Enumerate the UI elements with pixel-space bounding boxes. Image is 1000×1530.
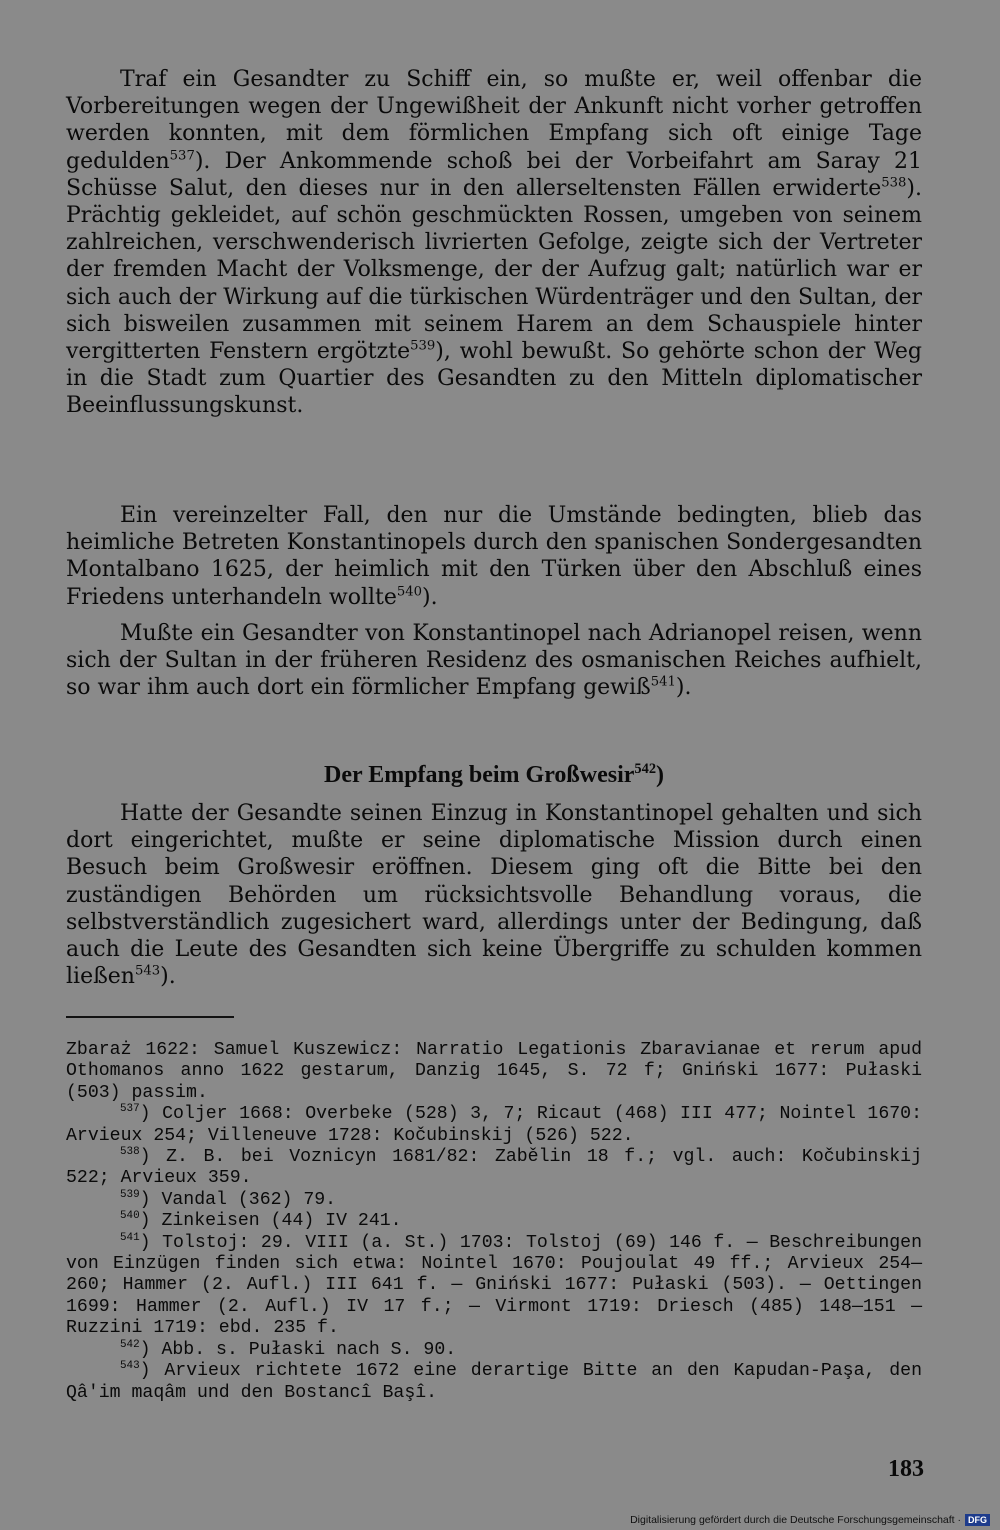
paragraph-secret-entry	[66, 502, 922, 611]
text-run: Traf ein Gesandter zu Schiff ein, so mußte er, weil offenbar die Vorbereitungen wegen der Ungewißheit der Ankunft nicht vorher getroffen werden konnten, mit dem förmlichen Empfang sich oft einige Tage gedulden	[66, 67, 922, 174]
footnote-542	[66, 1340, 922, 1361]
heading-close: )	[656, 762, 665, 788]
page-number: 183	[888, 1456, 924, 1482]
footnote-number: 539	[120, 1188, 140, 1201]
footnote-539	[66, 1190, 922, 1211]
footnote-ref[interactable]: 537	[169, 148, 195, 164]
section-heading	[66, 760, 922, 790]
footnote-ref[interactable]: 541	[650, 675, 676, 691]
paragraph-grand-vizier	[66, 800, 922, 990]
text-run: ), wohl bewußt. So gehörte schon der Weg in die Stadt zum Quartier des Gesandten zu den Mitteln diplomatischer Beeinflussungskunst.	[66, 339, 922, 419]
footnote-text: ) Z. B. bei Voznicyn 1681/82: Zabělin 18 f.; vgl. auch: Kočubinskij 522; Arvieux 359.	[66, 1147, 922, 1189]
text-run: ).	[675, 675, 692, 701]
footnote-text: ) Abb. s. Pułaski nach S. 90.	[139, 1339, 457, 1360]
text-run: Mußte ein Gesandter von Konstantinopel nach Adrianopel reisen, wenn sich der Sultan in der früheren Residenz des osmanischen Reiches aufhielt, so war ihm auch dort ein förmlicher Empfang gewiß	[66, 621, 922, 701]
paragraph-adrianopel	[66, 620, 922, 702]
footnote-ref[interactable]: 543	[134, 963, 161, 979]
footnote-text: ) Coljer 1668: Overbeke (528) 3, 7; Ricaut (468) III 477; Nointel 1670: Arvieux 254; Villeneuve 1728: Kočubinskij (526) 522.	[66, 1104, 922, 1146]
footnote-541	[66, 1233, 922, 1340]
credit-text: Digitalisierung gefördert durch die Deutsche Forschungsgemeinschaft ·	[630, 1514, 961, 1526]
footnote-number: 541	[120, 1231, 140, 1244]
footnote-ref[interactable]: 542	[634, 761, 657, 777]
footnote-ref[interactable]: 540	[396, 584, 423, 600]
text-run: Hatte der Gesandte seinen Einzug in Konstantinopel gehalten und sich dort eingerichtet, mußte er seine diplomatische Mission durch einen Besuch beim Großwesir eröffnen. Diesem ging oft die Bitte bei den zuständigen Behörden um rücksichtsvolle Behandlung voraus, die selbstverständlich zugesichert ward, allerdings unter der Bedingung, daß auch die Leute des Gesandten sich keine Übergriffe zu schulden kommen ließen	[66, 801, 922, 990]
footnote-continuation: Zbaraż 1622: Samuel Kuszewicz: Narratio Legationis Zbaravianae et rerum apud Othomanos anno 1622 gestarum, Danzig 1645, S. 72 f; Gniński 1677: Pułaski (503) passim.	[66, 1040, 922, 1103]
footnote-text: ) Tolstoj: 29. VIII (a. St.) 1703: Tolstoj (69) 146 f. — Beschreibungen von Einzügen finden sich etwa: Nointel 1670: Poujoulat 49 ff.; Arvieux 254—260; Hammer (2. Aufl.) III 641 f. — Gniński 1677: Pułaski (503). — Oettingen 1699: Hammer (2. Aufl.) IV 17 f.; — Virmont 1719: Driesch (485) 148—151 — Ruzzini 1719: ebd. 235 f.	[66, 1232, 922, 1339]
footnote-divider	[66, 1016, 234, 1018]
footnote-text: ) Arvieux richtete 1672 eine derartige Bitte an den Kapudan-Paşa, den Qâ'im maqâm und den Bostancî Başî.	[66, 1361, 922, 1403]
footnotes	[66, 1040, 922, 1404]
digitization-credit	[630, 1514, 990, 1526]
footnote-number: 542	[120, 1338, 140, 1351]
paragraph-arrival-by-ship	[66, 66, 922, 420]
footnote-537	[66, 1104, 922, 1147]
footnote-text: ) Vandal (362) 79.	[139, 1189, 337, 1210]
footnote-543	[66, 1361, 922, 1404]
text-run: ).	[160, 964, 176, 990]
footnote-number: 543	[120, 1360, 140, 1373]
text-run: ). Prächtig gekleidet, auf schön geschmückten Rossen, umgeben von seinem zahlreichen, verschwenderisch livrierten Gefolge, zeigte sich der Vertreter der fremden Macht der Volksmenge, der der Aufzug galt; natürlich war er sich auch der Wirkung auf die türkischen Würdenträger und den Sultan, der sich bisweilen zusammen mit seinem Harem an dem Schauspiele hinter vergitterten Fenstern ergötzte	[66, 175, 922, 365]
footnote-text: ) Zinkeisen (44) IV 241.	[139, 1211, 402, 1232]
footnote-538	[66, 1147, 922, 1190]
heading-text: Der Empfang beim Großwesir	[323, 762, 635, 788]
dfg-logo-icon: DFG	[965, 1514, 990, 1526]
text-run: ). Der Ankommende schoß bei der Vorbeifahrt am Saray 21 Schüsse Salut, den dieses nur in den allerseltensten Fällen erwiderte	[66, 148, 922, 201]
footnote-number: 538	[120, 1145, 140, 1158]
footnote-number: 540	[120, 1210, 140, 1223]
footnote-number: 537	[120, 1103, 140, 1116]
text-run: ).	[422, 584, 438, 610]
text-run: Ein vereinzelter Fall, den nur die Umstände bedingten, blieb das heimliche Betreten Konstantinopels durch den spanischen Sondergesandten Montalbano 1625, der heimlich mit den Türken über den Abschluß eines Friedens unterhandeln wollte	[66, 503, 922, 610]
footnote-ref[interactable]: 539	[410, 338, 436, 354]
footnote-540	[66, 1211, 922, 1232]
footnote-ref[interactable]: 538	[881, 175, 907, 191]
